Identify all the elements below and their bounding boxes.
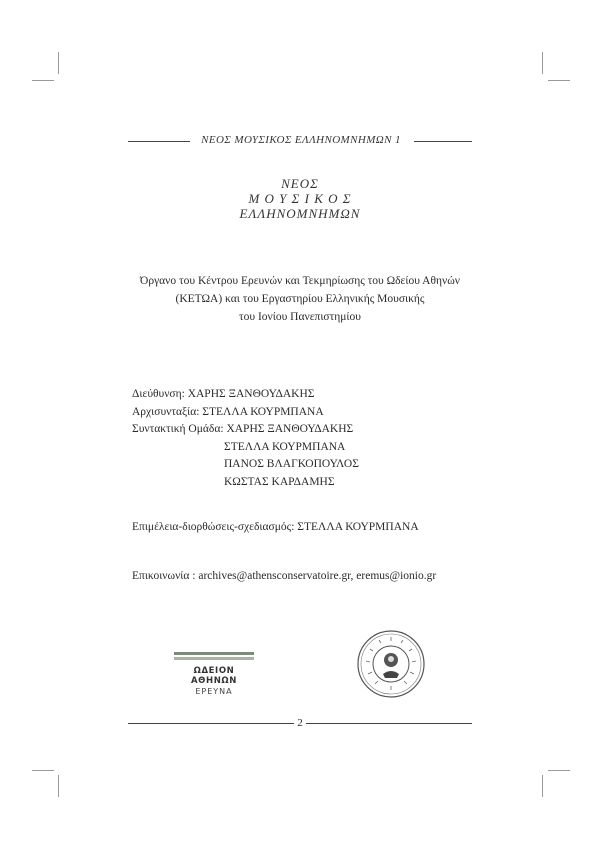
- footer-rule-left: [128, 723, 294, 724]
- team-line: [132, 421, 492, 439]
- odeion-subtitle: ΕΡΕΥΝΑ: [195, 687, 233, 696]
- ionian-university-seal: [357, 630, 425, 698]
- crop-mark-bottom-left-v: [58, 775, 59, 797]
- odeion-name: ΩΔΕΙΟΝ ΑΘΗΝΩΝ: [191, 666, 237, 686]
- crop-mark-top-right-v: [542, 52, 543, 74]
- logo-bar: [174, 657, 254, 660]
- crop-mark-bottom-left-h: [32, 770, 54, 771]
- journal-title: [0, 176, 600, 221]
- title-line-1: ΝΕΟΣ: [281, 176, 319, 191]
- team-member: ΣΤΕΛΛΑ ΚΟΥΡΜΠΑΝΑ: [224, 440, 346, 453]
- logo-bars: [174, 652, 254, 660]
- team-label: Συντακτική Ομάδα:: [132, 423, 224, 435]
- description-line-1: Όργανο του Κέντρου Ερευνών και Τεκμηρίωσης του Ωδείου Αθηνών: [140, 275, 460, 287]
- editorial-board: [132, 386, 492, 491]
- logo-bar: [174, 652, 254, 655]
- chief-editor-line: Αρχισυνταξία: ΣΤΕΛΛΑ ΚΟΥΡΜΠΑΝΑ: [132, 405, 324, 418]
- crop-mark-top-right-h: [548, 80, 570, 81]
- journal-description: [100, 272, 500, 326]
- description-line-2: (ΚΕΤΩΑ) και του Εργαστηρίου Ελληνικής Μουσικής: [175, 293, 425, 305]
- direction-line: Διεύθυνση: ΧΑΡΗΣ ΞΑΝΘΟΥΔΑΚΗΣ: [132, 388, 315, 400]
- title-line-3: ΕΛΛΗΝΟΜΝΗΜΩΝ: [239, 206, 361, 221]
- header-rule-right: [414, 141, 472, 142]
- header-rule-left: [128, 141, 190, 142]
- crop-mark-top-left-h: [32, 80, 54, 81]
- footer-rule-right: [306, 723, 472, 724]
- team-member: ΧΑΡΗΣ ΞΑΝΘΟΥΔΑΚΗΣ: [226, 423, 354, 435]
- running-header: ΝΕΟΣ ΜΟΥΣΙΚΟΣ ΕΛΛΗΝΟΜΝΗΜΩΝ 1: [201, 134, 401, 146]
- crop-mark-bottom-right-v: [542, 775, 543, 797]
- odeion-athinon-logo: [174, 652, 254, 696]
- crop-mark-bottom-right-h: [548, 770, 570, 771]
- production-credit: Επιμέλεια-διορθώσεις-σχεδιασμός: ΣΤΕΛΛΑ ΚΟΥΡΜΠΑΝΑ: [132, 521, 419, 533]
- page-number: 2: [297, 717, 303, 729]
- team-member: ΠΑΝΟΣ ΒΛΑΓΚΟΠΟΥΛΟΣ: [224, 458, 359, 470]
- description-line-3: του Ιονίου Πανεπιστημίου: [239, 311, 361, 323]
- title-line-2: Μ Ο Υ Σ Ι Κ Ο Σ: [248, 191, 352, 206]
- team-member: ΚΩΣΤΑΣ ΚΑΡΔΑΜΗΣ: [224, 475, 335, 488]
- crop-mark-top-left-v: [58, 52, 59, 74]
- contact-line: Επικοινωνία : archives@athensconservatoire.gr, eremus@ionio.gr: [132, 570, 437, 582]
